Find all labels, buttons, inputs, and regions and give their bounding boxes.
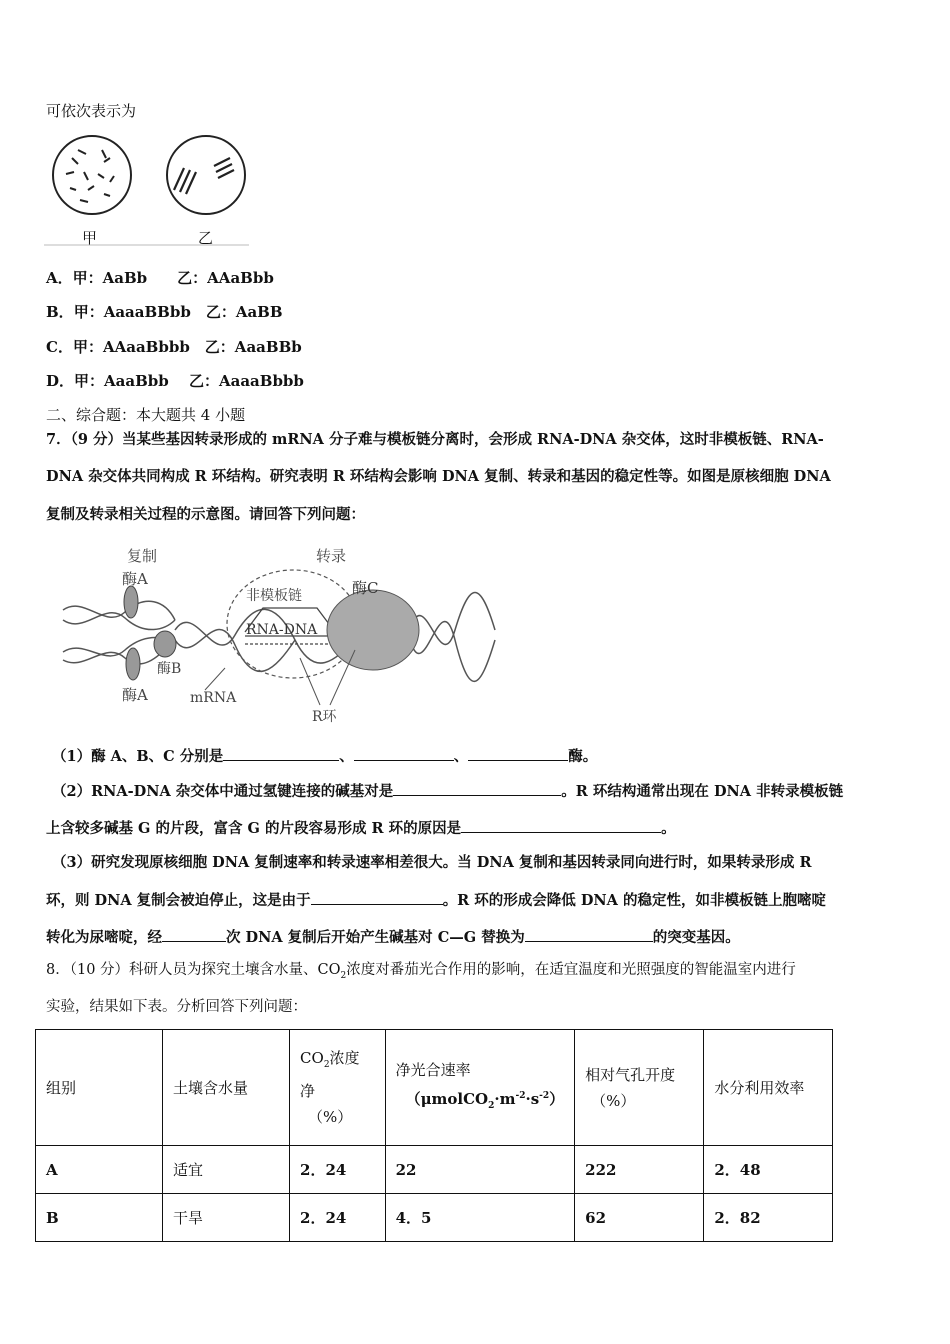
answer-blank[interactable] <box>311 890 443 905</box>
answer-blank[interactable] <box>223 746 339 761</box>
option-b: B．甲：AaaaBBbb 乙：AaBB <box>46 303 283 321</box>
answer-blank[interactable] <box>461 818 661 833</box>
answer-blank[interactable] <box>354 746 454 761</box>
header-water: 水分利用效率 <box>704 1030 833 1146</box>
answer-blank[interactable] <box>162 927 226 942</box>
table-row <box>36 1146 833 1194</box>
label-replication: 复制 <box>127 547 158 565</box>
header-soil: 土壤含水量 <box>163 1030 290 1146</box>
cell-co2: 2．24 <box>290 1194 386 1242</box>
q8-line-2: 实验，结果如下表。分析回答下列问题： <box>46 999 307 1015</box>
table-row <box>36 1194 833 1242</box>
cell-rate: 4．5 <box>385 1194 575 1242</box>
intro-text: 可依次表示为 <box>46 102 137 120</box>
cell-rate: 22 <box>385 1146 575 1194</box>
label-rna-dna: RNA-DNA <box>246 622 318 638</box>
chromosome-cells-figure <box>44 128 254 250</box>
label-mrna: mRNA <box>190 690 237 706</box>
cell-soil: 干旱 <box>163 1194 290 1242</box>
option-c: C．甲：AAaaBbbb 乙：AaaBBb <box>46 338 302 356</box>
label-jia: 甲 <box>82 229 98 247</box>
q8-line-1: 8．（10 分）科研人员为探究土壤含水量、$CO_2$浓度对番茄光合作用的影响，在适宜温度和光照强度的智能温室内进行 <box>46 962 796 981</box>
answer-blank[interactable] <box>525 927 653 942</box>
results-table <box>35 1029 833 1242</box>
label-r-loop: R环 <box>312 709 337 725</box>
option-a: A．甲：AaBb 乙：AAaBbb <box>46 269 274 287</box>
header-co2: $CO_2$浓度 净 （%） <box>290 1030 386 1146</box>
q7-sub2-line1: （2）RNA-DNA 杂交体中通过氢键连接的碱基对是 。R 环结构通常出现在 DNA 非转录模板链 <box>52 783 844 800</box>
label-non-template: 非模板链 <box>246 588 302 604</box>
cell-co2: 2．24 <box>290 1146 386 1194</box>
answer-blank[interactable] <box>468 746 568 761</box>
cell-group: B <box>36 1194 163 1242</box>
cell-stomata: 222 <box>575 1146 704 1194</box>
section-title: 二、综合题：本大题共 4 小题 <box>46 406 246 424</box>
q7-line-1: 7．（9 分）当某些基因转录形成的 mRNA 分子难与模板链分离时，会形成 RNA-DNA 杂交体，这时非模板链、RNA- <box>46 431 824 448</box>
cell-water: 2．48 <box>704 1146 833 1194</box>
label-enzyme-a-bottom: 酶A <box>122 686 148 704</box>
q7-sub3-line3: 转化为尿嘧啶，经 次 DNA 复制后开始产生碱基对 C—G 替换为 的突变基因。 <box>46 929 740 946</box>
cell-group: A <box>36 1146 163 1194</box>
header-rate: 净光合速率 $(\mu molCO_2\cdot m^{-2}\cdot s^{-2})$ <box>385 1030 575 1146</box>
option-d: D．甲：AaaBbb 乙：AaaaBbbb <box>46 372 304 390</box>
label-yi: 乙 <box>198 229 214 247</box>
label-enzyme-c: 酶C <box>352 579 379 597</box>
cell-yi-diagram <box>167 136 245 214</box>
label-transcription: 转录 <box>316 547 347 565</box>
cell-jia-diagram <box>53 136 131 214</box>
q7-line-3: 复制及转录相关过程的示意图。请回答下列问题： <box>46 506 365 523</box>
q7-line-2: DNA 杂交体共同构成 R 环结构。研究表明 R 环结构会影响 DNA 复制、转录和基因的稳定性等。如图是原核细胞 DNA <box>46 468 831 485</box>
table-header-row <box>36 1030 833 1146</box>
q7-sub3-line2: 环，则 DNA 复制会被迫停止，这是由于 。R 环的形成会降低 DNA 的稳定性，如非模板链上胞嘧啶 <box>46 892 826 909</box>
cell-stomata: 62 <box>575 1194 704 1242</box>
label-enzyme-b: 酶B <box>157 661 182 677</box>
header-stomata: 相对气孔开度 （%） <box>575 1030 704 1146</box>
q7-sub2-line2: 上含较多碱基 G 的片段，富含 G 的片段容易形成 R 环的原因是 。 <box>46 820 676 837</box>
answer-blank[interactable] <box>393 781 561 796</box>
q7-sub3-line1: （3）研究发现原核细胞 DNA 复制速率和转录速率相差很大。当 DNA 复制和基因转录同向进行时，如果转录形成 R <box>52 854 812 871</box>
label-enzyme-a-top: 酶A <box>122 570 148 588</box>
header-group: 组别 <box>36 1030 163 1146</box>
cell-water: 2．82 <box>704 1194 833 1242</box>
cell-soil: 适宜 <box>163 1146 290 1194</box>
q7-sub1: （1）酶 A、B、C 分别是 、 、 酶。 <box>52 748 598 765</box>
